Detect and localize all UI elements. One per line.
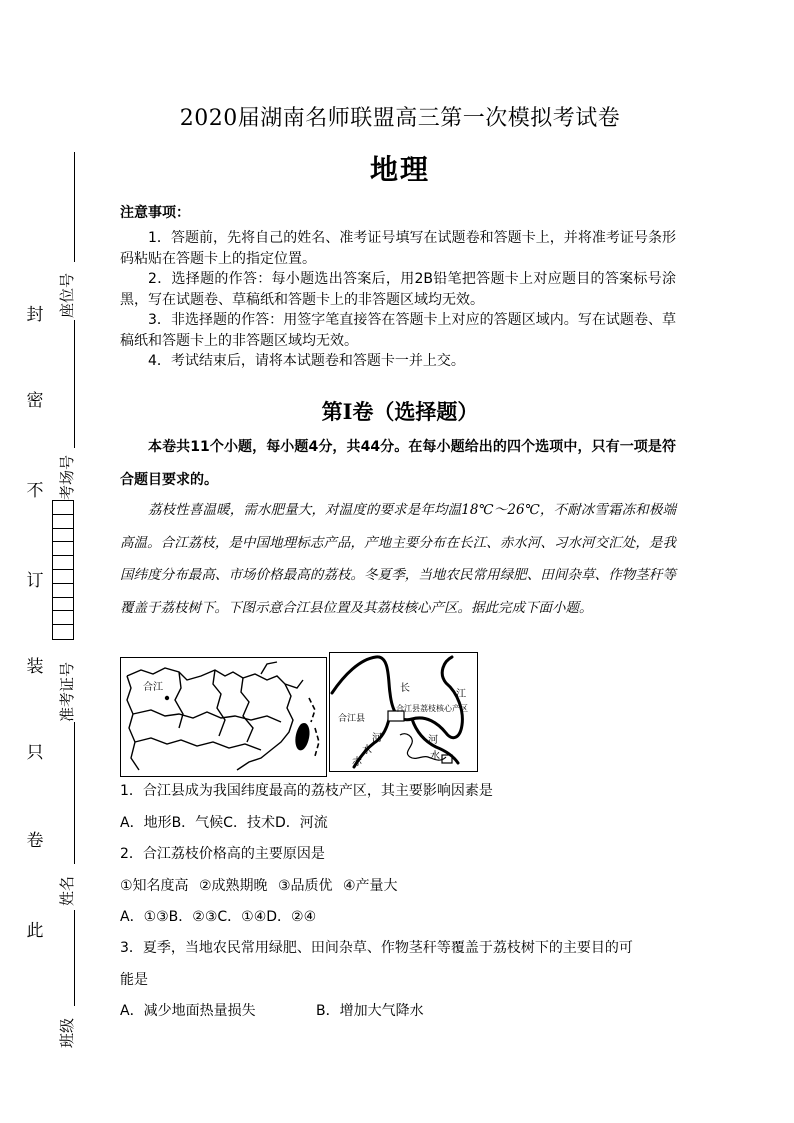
county-label: 合江县 [338, 714, 366, 724]
question-3-stem-line1: 3．夏季，当地农民常用绿肥、田间杂草、作物茎秆等覆盖于荔枝树下的主要目的可 [120, 940, 633, 956]
binding-line [74, 722, 75, 864]
seal-char: 此 [26, 921, 44, 941]
river-label-chang: 长 [400, 683, 410, 694]
river-label-jiang: 江 [456, 689, 466, 700]
question-2-stem: 2．合江荔枝价格高的主要原因是 [120, 846, 325, 862]
notes-heading: 注意事项： [120, 205, 190, 221]
reading-material: 荔枝性喜温暖，需水肥量大，对温度的要求是年均温18℃～26℃，不耐冰雪霜冻和极端高温。合江荔枝，是中国地理标志产品，产地主要分布在长江、赤水河、习水河交汇处，是我国纬度分布最高、市场价格最高的荔枝。冬夏季，当地农民常用绿肥、田间杂草、作物茎秆等覆盖于荔枝树下。下图示意合江县位置及其荔枝核心产区。据此完成下面小题。 [120, 502, 676, 616]
river-label-shui-right: 水 [430, 751, 440, 762]
river-label-chi: 赤 [352, 757, 362, 768]
exam-room-label: 考场号 [58, 454, 76, 500]
question-3-option-a: A．减少地面热量损失 [120, 1003, 256, 1019]
binding-line [74, 320, 75, 448]
china-location-map [120, 657, 327, 777]
question-3-option-b: B．增加大气降水 [316, 1003, 424, 1019]
seal-char: 密 [26, 391, 44, 411]
river-label-he-right: 河 [428, 735, 438, 746]
river-label-shui-left: 水 [362, 745, 372, 756]
binding-line [74, 910, 75, 1006]
notes-list [120, 228, 676, 372]
seal-char: 不 [26, 481, 44, 501]
core-area-map [329, 652, 478, 772]
seal-char: 封 [26, 305, 44, 325]
class-label: 班级 [58, 1017, 76, 1048]
seal-char: 装 [26, 657, 44, 677]
exam-title: 2020届湖南名师联盟高三第一次模拟考试卷 [179, 106, 621, 131]
question-2-options: A．①③B．②③C．①④D．②④ [120, 909, 317, 925]
binding-line [74, 152, 75, 262]
question-3-stem-line2: 能是 [120, 972, 148, 988]
note-item: 1．答题前，先将自己的姓名、准考证号填写在试题卷和答题卡上，并将准考证号条形码粘贴在答题卡上的指定位置。 [120, 230, 676, 267]
section-title: 第Ⅰ卷（选择题） [321, 399, 479, 424]
question-1-options: A．地形B．气候C．技术D．河流 [120, 815, 328, 831]
river-label-he-left: 河 [372, 733, 382, 744]
seat-number-label: 座位号 [58, 272, 76, 318]
seal-char: 卷 [26, 831, 44, 851]
note-item: 4．考试结束后，请将本试题卷和答题卡一并上交。 [148, 353, 465, 369]
admission-number-label: 准考证号 [58, 661, 76, 722]
core-area-label: 合江县荔枝核心产区 [396, 704, 468, 713]
note-item: 3．非选择题的作答：用签字笔直接答在答题卡上对应的答题区域内。写在试题卷、草稿纸和答题卡上的非答题区域均无效。 [120, 312, 676, 349]
subject-title: 地理 [369, 153, 430, 186]
admission-number-boxes [52, 500, 74, 640]
section-instruction: 本卷共11个小题，每小题4分，共44分。在每小题给出的四个选项中，只有一项是符合题目要求的。 [120, 439, 676, 488]
province-outline-map [121, 658, 326, 776]
question-1-stem: 1．合江县成为我国纬度最高的荔枝产区，其主要影响因素是 [120, 783, 493, 799]
seal-char: 只 [26, 743, 44, 763]
question-2-choices: ①知名度高 ②成熟期晚 ③品质优 ④产量大 [120, 878, 398, 894]
seal-char: 订 [26, 571, 44, 591]
river-map [330, 653, 477, 771]
name-label: 姓名 [58, 875, 76, 906]
hejiang-map-label: 合江 [143, 682, 163, 693]
note-item: 2．选择题的作答：每小题选出答案后，用2B铅笔把答题卡上对应题目的答案标号涂黑，写在试题卷、草稿纸和答题卡上的非答题区域均无效。 [120, 271, 676, 308]
